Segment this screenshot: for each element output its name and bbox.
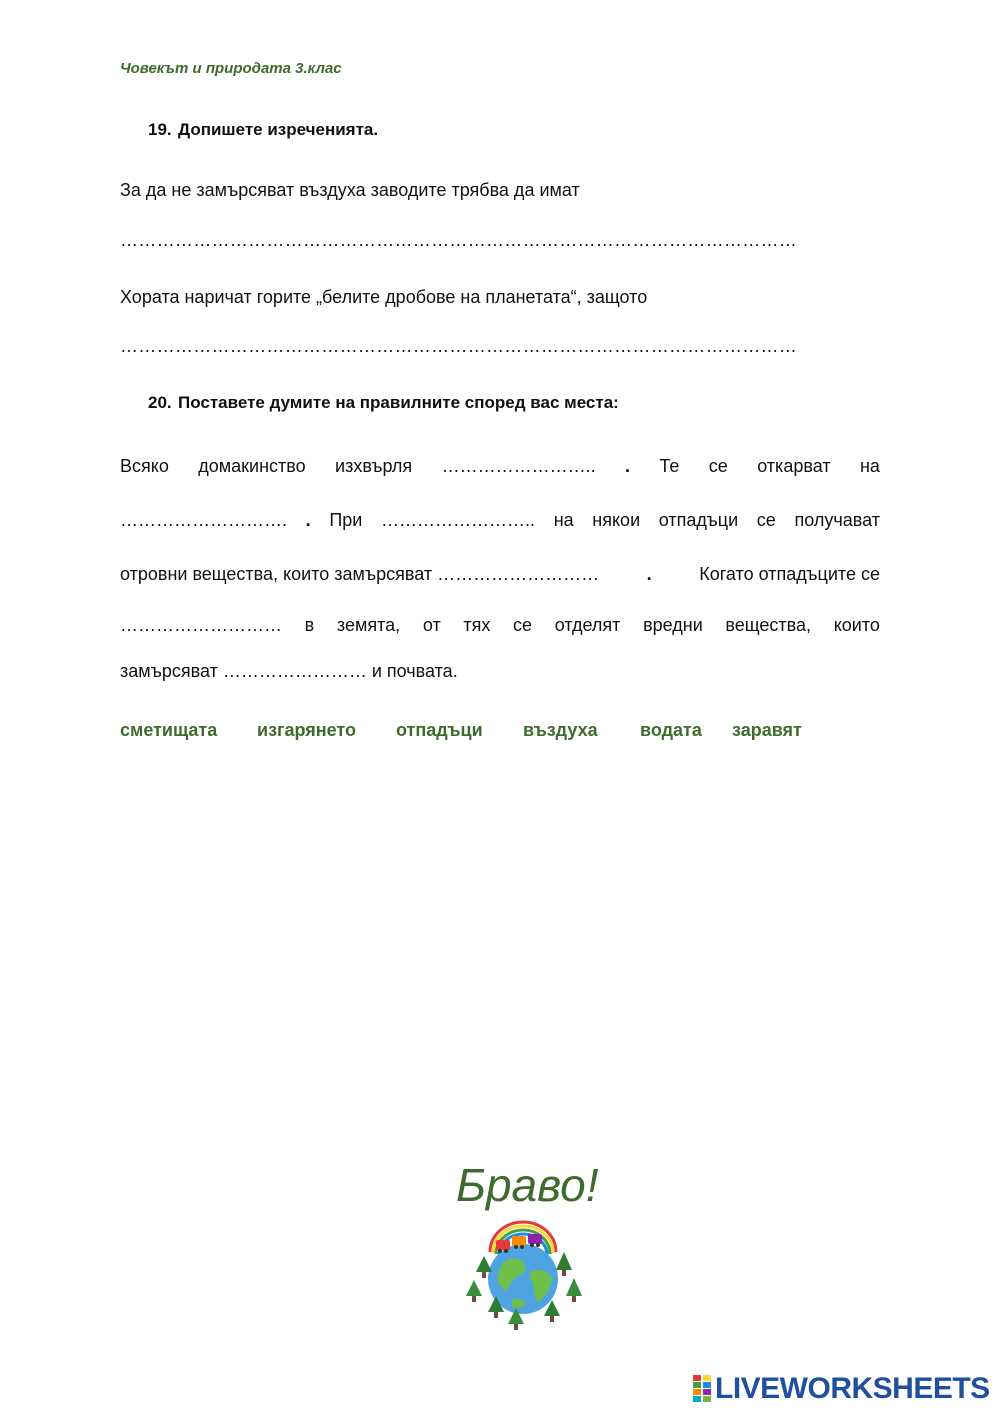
q20-line-2	[120, 510, 880, 531]
text-word: се	[513, 615, 533, 635]
text-word: изхвърля	[335, 456, 413, 476]
word-bank-item[interactable]: изгарянето	[257, 720, 356, 740]
word-bank-item[interactable]: сметищата	[120, 720, 218, 740]
text-word: на	[859, 456, 880, 476]
text-word: в	[304, 615, 315, 635]
sentence-period: .	[305, 510, 311, 530]
text-word: които	[833, 615, 880, 635]
q20-line-4	[120, 615, 880, 636]
live-blocks-icon	[693, 1375, 711, 1403]
earth-with-trees-icon	[462, 1212, 584, 1332]
text-word: отделят	[554, 615, 621, 635]
word-bank	[120, 720, 802, 741]
question-number: 19.	[148, 120, 172, 139]
bravo-text: Браво!	[456, 1159, 599, 1211]
text-word: откарват	[757, 456, 831, 476]
text-word: се	[708, 456, 728, 476]
sentence-period: .	[624, 456, 630, 476]
q19-sentence-1: За да не замърсяват въздуха заводите трябва да имат	[120, 180, 580, 200]
answer-blank[interactable]: ………………………	[120, 615, 282, 635]
question-text: Поставете думите на правилните според вас места:	[178, 393, 619, 412]
text-word: Всяко	[120, 456, 169, 476]
q19-answer-blank-2[interactable]: …………………………………………………………………………………………………	[120, 336, 798, 356]
text-word: При	[329, 510, 363, 530]
question-20-title	[148, 393, 619, 413]
text-word: отпадъци	[658, 510, 739, 530]
text-word: някои	[592, 510, 641, 530]
text-word: на	[553, 510, 574, 530]
sentence-period: .	[646, 564, 652, 584]
answer-blank[interactable]: ……………………..	[441, 456, 596, 476]
text-word: Те	[659, 456, 680, 476]
text-word: земята,	[336, 615, 401, 635]
brand-name: LIVEWORKSHEETS	[715, 1372, 990, 1405]
q20-line-1	[120, 456, 880, 477]
q19-answer-blank-1[interactable]: …………………………………………………………………………………………………	[120, 230, 798, 250]
worksheet-header: Човекът и природата 3.клас	[120, 60, 342, 77]
question-number: 20.	[148, 393, 172, 412]
text-word: се	[756, 510, 776, 530]
word-bank-item[interactable]: отпадъци	[396, 720, 483, 740]
answer-blank[interactable]: ……………………..	[381, 510, 536, 530]
text-segment[interactable]: отровни вещества, които замърсяват ………………………	[120, 564, 600, 584]
word-bank-item[interactable]: въздуха	[523, 720, 598, 740]
q20-line-3	[120, 564, 880, 585]
q19-sentence-2: Хората наричат горите „белите дробове на планетата“, защото	[120, 287, 648, 307]
text-word: получават	[794, 510, 880, 530]
q20-line-5[interactable]: замърсяват …………………… и почвата.	[120, 661, 458, 681]
liveworksheets-logo[interactable]	[693, 1372, 990, 1406]
text-word: тях	[463, 615, 491, 635]
text-word: вредни	[643, 615, 703, 635]
text-word: от	[422, 615, 441, 635]
text-word: вещества,	[725, 615, 812, 635]
text-segment: Когато отпадъците се	[699, 564, 880, 584]
word-bank-item[interactable]: заравят	[732, 720, 802, 740]
question-text: Допишете изреченията.	[178, 120, 379, 139]
question-19-title	[148, 120, 378, 140]
text-word: домакинство	[198, 456, 306, 476]
answer-blank[interactable]: ……………………….	[120, 510, 288, 530]
word-bank-item[interactable]: водата	[640, 720, 702, 740]
